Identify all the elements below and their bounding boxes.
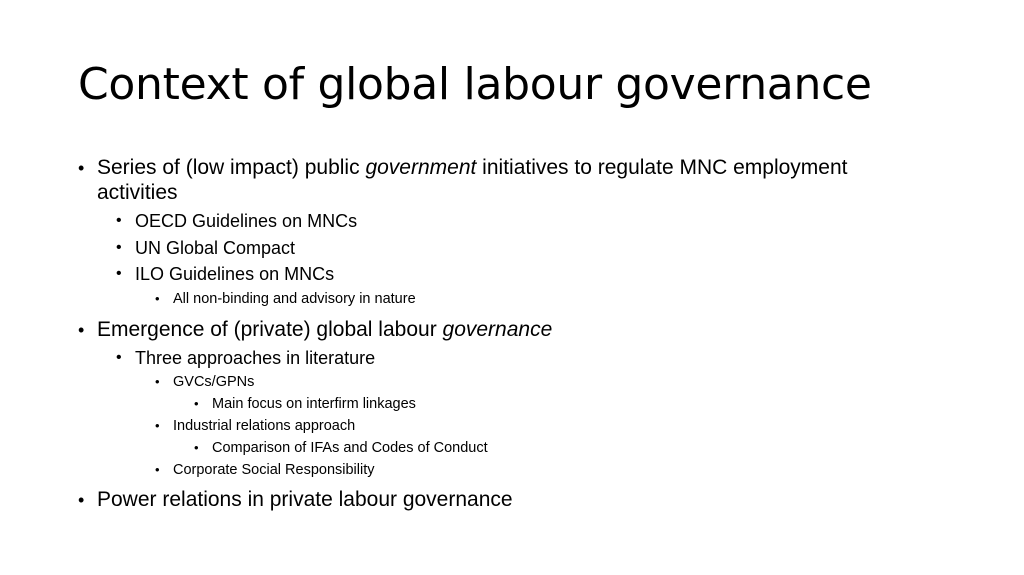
bullet-text: OECD Guidelines on MNCs [135,211,358,231]
bullet-un-global-compact [116,237,296,259]
bullet-text: Comparison of IFAs and Codes of Conduct [212,440,488,456]
bullet-text: Emergence of (private) global labour [97,318,443,341]
bullet-dot: • [155,374,160,389]
slide-title: Context of global labour governance [78,59,872,110]
bullet-three-approaches [116,347,376,369]
bullet-industrial-relations [155,417,356,435]
bullet-text: Corporate Social Responsibility [173,462,375,478]
bullet-dot: • [78,320,85,340]
bullet-public-initiatives [78,156,848,180]
bullet-dot: • [116,239,122,256]
bullet-text: GVCs/GPNs [173,374,255,390]
bullet-interfirm-linkages [194,395,416,413]
bullet-dot: • [116,265,122,282]
bullet-dot: • [155,462,160,477]
bullet-public-initiatives-line2: activities [97,181,178,204]
bullet-text: Three approaches in literature [135,348,376,368]
bullet-power-relations [78,488,513,512]
bullet-text: Industrial relations approach [173,418,356,434]
bullet-text: Power relations in private labour governance [97,488,513,511]
bullet-text: Series of (low impact) public [97,156,366,179]
bullet-text: UN Global Compact [135,238,296,258]
bullet-ilo [116,263,335,285]
bullet-private-governance [78,318,553,342]
bullet-gvcs-gpns [155,373,255,391]
bullet-dot: • [78,158,85,178]
bullet-dot: • [155,418,160,433]
bullet-oecd [116,210,358,232]
bullet-dot: • [116,212,122,229]
bullet-ifas-codes [194,439,488,457]
bullet-emphasis: government [365,156,477,179]
bullet-dot: • [116,349,122,366]
bullet-dot: • [155,291,160,306]
bullet-text: ILO Guidelines on MNCs [135,264,335,284]
bullet-text: All non-binding and advisory in nature [173,291,416,307]
bullet-dot: • [194,396,199,411]
bullet-csr [155,461,375,479]
bullet-emphasis: governance [442,318,553,341]
bullet-dot: • [194,440,199,455]
bullet-dot: • [78,490,85,510]
bullet-text-cont: initiatives to regulate MNC employment [476,156,848,179]
bullet-non-binding [155,290,416,308]
bullet-text: Main focus on interfirm linkages [212,396,416,412]
